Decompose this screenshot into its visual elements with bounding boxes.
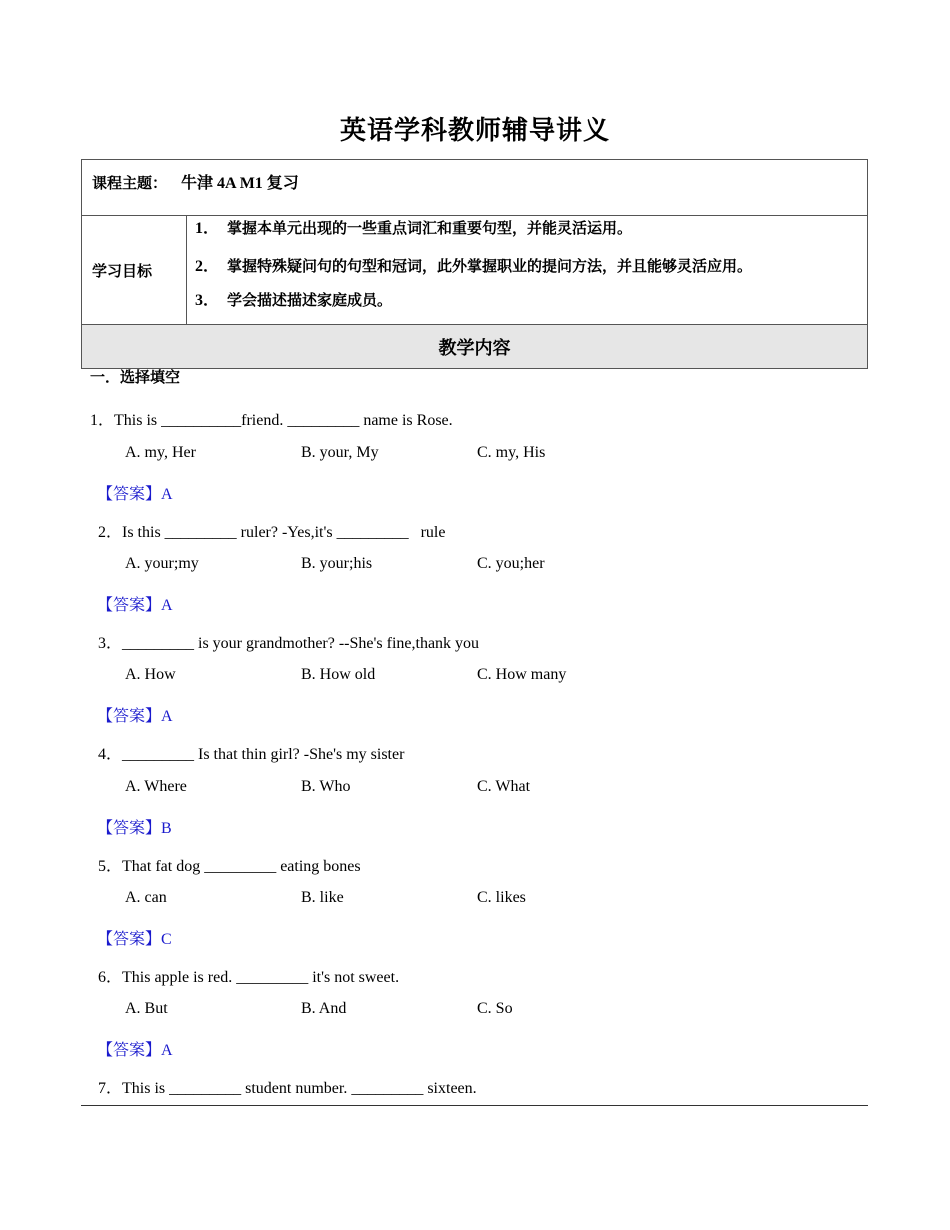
- topic-label: 课程主题：: [92, 174, 168, 192]
- option-c: C. likes: [477, 889, 526, 906]
- topic-value: 牛津 4A M1 复习: [181, 175, 299, 192]
- goals-label: 学习目标: [82, 216, 187, 325]
- option-c: C. my, His: [477, 444, 546, 461]
- page-bottom-rule: [81, 1105, 868, 1106]
- option-b: B. How old: [301, 666, 376, 683]
- option-a: A. Where: [125, 778, 187, 795]
- lesson-info-table: [81, 159, 868, 369]
- content-heading: 教学内容: [82, 325, 868, 369]
- option-b: B. your, My: [301, 444, 379, 461]
- goal-item: 2． 掌握特殊疑问句的句型和冠词，此外掌握职业的提问方法，并且能够灵活应用。: [195, 257, 753, 275]
- answer: 【答案】B: [97, 818, 172, 837]
- answer: 【答案】C: [97, 929, 172, 948]
- option-b: B. Who: [301, 778, 351, 795]
- option-c: C. What: [477, 778, 531, 795]
- answer: 【答案】A: [97, 1040, 173, 1059]
- question-text: 7．This is _________ student number. _________ sixteen.: [98, 1080, 477, 1097]
- page-title: 英语学科教师辅导讲义: [339, 116, 610, 146]
- goals-cell: [187, 216, 868, 325]
- option-b: B. And: [301, 1000, 347, 1017]
- section-title: 一．选择填空: [90, 368, 181, 386]
- question-text: 3．_________ is your grandmother? --She's fine,thank you: [98, 635, 480, 652]
- question-text: 1．This is __________friend. _________ name is Rose.: [90, 412, 453, 429]
- answer: 【答案】A: [97, 706, 173, 725]
- question-text: 6．This apple is red. _________ it's not sweet.: [98, 969, 400, 986]
- option-b: B. like: [301, 889, 344, 906]
- option-c: C. So: [477, 1000, 513, 1017]
- answer: 【答案】A: [97, 484, 173, 503]
- option-c: C. you;her: [477, 555, 545, 572]
- option-a: A. your;my: [125, 555, 199, 572]
- option-a: A. But: [125, 1000, 168, 1017]
- question-text: 2．Is this _________ ruler? -Yes,it's _________ rule: [98, 524, 446, 541]
- option-a: A. my, Her: [125, 444, 196, 461]
- option-b: B. your;his: [301, 555, 373, 572]
- answer: 【答案】A: [97, 595, 173, 614]
- question-text: 4．_________ Is that thin girl? -She's my sister: [98, 746, 405, 763]
- option-c: C. How many: [477, 666, 567, 683]
- option-a: A. can: [125, 889, 167, 906]
- option-a: A. How: [125, 666, 176, 683]
- goal-item: 3． 学会描述描述家庭成员。: [195, 291, 393, 309]
- goal-item: 1． 掌握本单元出现的一些重点词汇和重要句型，并能灵活运用。: [195, 219, 633, 237]
- topic-cell: [82, 160, 868, 216]
- question-text: 5．That fat dog _________ eating bones: [98, 858, 361, 875]
